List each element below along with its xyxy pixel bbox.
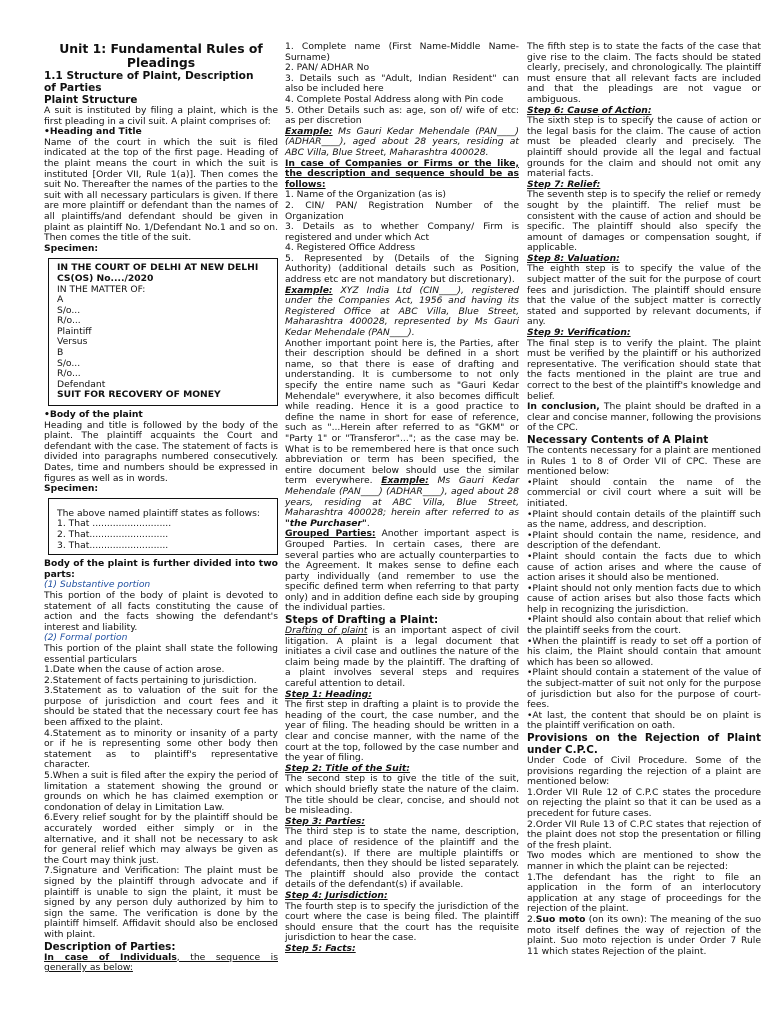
formal-text: This portion of the plaint shall state the following essential particulars <box>44 642 278 665</box>
example-2 <box>285 286 519 339</box>
specimen2-item-1: 1. That ........................... <box>57 518 172 530</box>
drafting-label: Drafting of plaint <box>285 625 368 637</box>
necessary-item: •When the plaintiff is ready to set off a portion of his claim, the Plaint should contain that amount which has been so allowed. <box>527 635 761 668</box>
individuals-label: In case of Individuals <box>44 951 177 963</box>
steps-heading: Steps of Drafting a Plaint: <box>285 614 439 627</box>
resident-of-b: R/o... <box>57 368 81 380</box>
unit-title: Unit 1: Fundamental Rules of Pleadings <box>59 41 263 70</box>
step-3-label: Step 3: Parties: <box>285 815 366 827</box>
company-item: 1. Name of the Organization (as is) <box>285 189 446 201</box>
step-7-label: Step 7: Relief: <box>527 178 601 190</box>
individual-item: 1. Complete name (First Name-Middle Name-Surname) <box>285 41 519 63</box>
plaintiff-label: Plaintiff <box>57 325 92 337</box>
rejection-intro: Under Code of Civil Procedure. Some of the provisions regarding the rejection of a plaint are mentioned below: <box>527 755 761 788</box>
grouped-label: Grouped Parties: <box>285 528 376 540</box>
body-label: •Body of the plaint <box>44 409 143 421</box>
conclusion-text: The plaint should be drafted in a clear and concise manner, following the provisions of the CPC. <box>527 401 761 434</box>
column-left <box>44 42 278 974</box>
conclusion <box>527 402 761 434</box>
formal-item: 1.Date when the cause of action arose. <box>44 664 225 676</box>
substantive-label: (1) Substantive portion <box>44 579 151 591</box>
example-3-end: . <box>366 517 370 529</box>
party-b: B <box>57 347 64 359</box>
formal-item: 4.Statement as to minority or insanity of a party or if he is representing some other body then statement as to plaintiff's representative character. <box>44 727 278 771</box>
column-right <box>527 42 761 957</box>
suit-title: SUIT FOR RECOVERY OF MONEY <box>57 389 221 401</box>
step-1-label: Step 1: Heading: <box>285 688 372 700</box>
rejection-item: 2.Order VII Rule 13 of C.P.C states that rejection of the plaint does not stop the presentation or filling of the fresh plaint. <box>527 818 761 851</box>
example-3-text: Ms Gauri Kedar Mehendale (PAN____) (ADHAR____), aged about 28 years, residing at ABC Villa, Blue Street, Maharashtra 400028; herein after referred to as <box>285 475 519 519</box>
rejection-item: 1.Order VII Rule 12 of C.P.C states the procedure on rejecting the plaint so that it can be used as a precedent for future cases. <box>527 786 761 819</box>
specimen-box <box>48 258 278 406</box>
companies-heading: In case of Companies or Firms or the like, the description and sequence should be as follows: <box>285 157 519 190</box>
another-point-text: Another important point here is, the Parties, after their description should be defined in a short name, so that there is ease of drafting and understanding. It is cumbersome to not only specify the entire name such as "Gauri Kedar Mehendale" everywhere, it also becomes difficult while reading. Hence it is a good practice to define the name in short for ease of reference, such as "...Herein after referred to as "GKM" or "Party 1" or "Transferor"..."; as the case may be. What is to be remembered here is that once such abbreviation or term has been specified, the entire document below should use the similar term everywhere. <box>285 337 519 487</box>
company-item: 3. Details as to whether Company/ Firm is registered and under which Act <box>285 221 519 243</box>
formal-item: 2.Statement of facts pertaining to jurisdiction. <box>44 674 257 686</box>
court-name: IN THE COURT OF DELHI AT NEW DELHI <box>57 262 259 274</box>
individual-item: 3. Details such as "Adult, Indian Resident" can also be included here <box>285 72 519 95</box>
drafting-text: is an important aspect of civil litigation. A plaint is a legal document that initiates a civil case and outlines the nature of the claim being made by the plaintiff. The drafting of a plaint involves several steps and requires careful attention to detail. <box>285 625 520 690</box>
individuals-rest: , the sequence is generally as below: <box>44 951 278 974</box>
specimen2-label: Specimen: <box>44 483 99 495</box>
step-9-label: Step 9: Verification: <box>527 327 631 339</box>
example-3-label: Example: <box>381 475 429 487</box>
example-3-bold: "the Purchaser" <box>285 517 367 529</box>
step-8-text: The eighth step is to specify the value of the subject matter of the suit for the purpose of court fees and jurisdiction. The plaintiff should ensure that the value of the subject matter is correctly stated and supported by relevant documents, if any. <box>527 263 761 328</box>
necessary-item: •Plaint should contain the name of the commercial or civil court where a suit will be initiated. <box>527 476 761 509</box>
defendant-label: Defendant <box>57 378 106 390</box>
plaint-structure-heading: Plaint Structure <box>44 94 138 106</box>
specimen2-box <box>48 498 278 555</box>
step-5-label: Step 5: Facts: <box>285 942 356 954</box>
case-number: CS(OS) No..../2020 <box>57 272 154 284</box>
necessary-item: •Plaint should not only mention facts due to which cause of action arises but also those facts which help in recognizing the jurisdiction. <box>527 582 761 615</box>
description-parties-heading: Description of Parties: <box>44 940 176 953</box>
step-6-text: The sixth step is to specify the cause of action or the legal basis for the claim. The cause of action must be pleaded clearly and precisely. The plaintiff should provide all the legal and factual grounds for the claim and should not omit any material facts. <box>527 115 761 180</box>
mode-2 <box>527 915 761 957</box>
formal-item: 3.Statement as to valuation of the suit for the purpose of jurisdiction and court fees and it should be stated that the necessary court fee has been affixed to the plaint. <box>44 685 278 729</box>
company-item: 4. Registered Office Address <box>285 242 416 254</box>
step-3-text: The third step is to state the name, description, and place of residence of the plaintiff and the defendant(s). If there are multiple plaintiffs or defendants, then they should be listed separately. The plaintiff should also provide the contact details of the defendant(s) if available. <box>285 826 519 891</box>
party-a: A <box>57 294 64 306</box>
step-2-text: The second step is to give the title of the suit, which should briefly state the nature of the claim. The title should be clear, concise, and should not be misleading. <box>285 773 519 817</box>
versus-label: Versus <box>57 336 88 348</box>
step-4-text: The fourth step is to specify the jurisdiction of the court where the case is being filed. The plaintiff should ensure that the court has the requisite jurisdiction to hear the case. <box>285 900 519 944</box>
facts-text: The fifth step is to state the facts of the case that give rise to the claim. The facts should be stated clearly, precisely, and chronologically. The plaintiff must ensure that all relevant facts are included and that the pleadings are not vague or ambiguous. <box>527 41 761 105</box>
column-middle <box>285 42 519 954</box>
specimen2-item-3: 3. That........................... <box>57 539 169 551</box>
drafting-paragraph <box>285 626 519 690</box>
plaint-structure-text: A suit is instituted by filing a plaint, which is the first pleading in a civil suit. A plaint comprises of: <box>44 105 278 127</box>
necessary-item: •Plaint should also contain about that relief which the plaintiff seeks from the court. <box>527 614 761 637</box>
company-item: 2. CIN/ PAN/ Registration Number of the Organization <box>285 199 519 222</box>
conclusion-label: In conclusion, <box>527 401 600 413</box>
body-text: Heading and title is followed by the body of the plaint. The plaintiff acquaints the Court and defendant with the case. The statement of facts is divided into paragraphs numbered consecutively. Dates, time and numbers should be expressed in figures as well as in words. <box>44 419 278 484</box>
son-of-b: S/o... <box>57 357 81 369</box>
formal-item: 6.Every relief sought for by the plaintiff should be accurately worded either simply or in the alternative, and it shall not be necessary to ask for general relief which may always be given as the Court may think just. <box>44 812 278 866</box>
divided-heading: Body of the plaint is further divided into two parts: <box>44 558 278 580</box>
specimen2-item-2: 2. That........................... <box>57 528 169 540</box>
example-1 <box>285 127 519 159</box>
step-9-text: The final step is to verify the plaint. The plaint must be verified by the plaintiff or his authorized representative. The verification should state that the facts mentioned in the plaint are true and correct to the best of the plaintiff's knowledge and belief. <box>527 337 761 402</box>
formal-item: 5.When a suit is filed after the expiry the period of limitation a statement showing the ground or grounds on which he has claimed exemption or condonation of delay in Limitation Law. <box>44 770 278 813</box>
section-heading-line1: 1.1 Structure of Plaint, Description <box>44 70 254 82</box>
rejection-heading: Provisions on the Rejection of Plaint under C.P.C. <box>527 732 761 756</box>
step-1-text: The first step in drafting a plaint is to provide the heading of the court, the case number, and the year of filing. The heading should be written in a clear and concise manner, with the name of the court at the top, followed by the case number and the year of filing. <box>285 699 519 764</box>
mode-2-label: 2. <box>527 913 536 925</box>
example-1-text: Ms Gauri Kedar Mehendale (PAN____) (ADHAR____), aged about 28 years, residing at ABC Villa, Blue Street, Maharashtra 400028. <box>285 125 519 158</box>
mode-1: 1.The defendant has the right to file an application in the form of an interlocutory application at any stage of proceedings for the rejection of the plaint. <box>527 871 761 915</box>
heading-title-text: Name of the court in which the suit is filed indicated at the top of the first page. Heading of the plaint means the court in which the suit is instituted [Order VII, Rule 1(a)]. Then comes the suit No. Thereafter the names of the parties to the suit with all necessary particulars is given. If there are more plaintiff or defendant than the names of all plaintiffs/and defendant should be given in plaint as plaintiff No. 1/Defendant No.1 and so on. Then comes the title of the suit. <box>44 136 278 244</box>
formal-label: (2) Formal portion <box>44 632 128 644</box>
step-6-label: Step 6: Cause of Action: <box>527 104 652 116</box>
section-heading-line2: of Parties <box>44 82 102 94</box>
specimen2-line: The above named plaintiff states as follows: <box>57 507 260 519</box>
necessary-item: •Plaint should contain a statement of the value of the subject-matter of suit not only for the purpose of jurisdiction but also for the purpose of court-fees. <box>527 667 761 711</box>
individual-item: 5. Other Details such as: age, son of/ wife of etc: as per discretion <box>285 104 519 127</box>
necessary-item: •Plaint should contain the facts due to which cause of action arises and where the cause of action arises it should also be mentioned. <box>527 550 761 584</box>
necessary-item: •Plaint should contain the name, residence, and description of the defendant. <box>527 529 761 552</box>
example-2-text: XYZ India Ltd (CIN____), registered under the Companies Act, 1956 and having its Registered Office at ABC Villa, Blue Street, Maharashtra 400028, represented by Ms Gauri Kedar Mehendale (PAN____). <box>285 284 519 339</box>
matter-line: IN THE MATTER OF: <box>57 283 146 295</box>
heading-title-label: •Heading and Title <box>44 126 142 138</box>
step-2-label: Step 2: Title of the Suit: <box>285 762 410 774</box>
step-7-text: The seventh step is to specify the relief or remedy sought by the plaintiff. The relief must be consistent with the cause of action and should be specific. The plaintiff should also specify the amount of damages or compensation sought, if applicable. <box>527 189 761 254</box>
individual-item: 2. PAN/ ADHAR No <box>285 62 370 74</box>
company-item: 5. Represented by (Details of the Signing Authority) (additional details such as Position, address etc are not mandatory but discretionary). <box>285 252 519 286</box>
substantive-text: This portion of the body of plaint is devoted to statement of all facts constituting the cause of action and the facts showing the defendant's interest and liability. <box>44 589 278 633</box>
necessary-contents-heading: Necessary Contents of A Plaint <box>527 433 709 446</box>
step-8-label: Step 8: Valuation: <box>527 252 620 264</box>
son-of-a: S/o... <box>57 304 81 316</box>
individual-item: 4. Complete Postal Address along with Pin code <box>285 93 504 105</box>
mode-2-bold: Suo moto <box>535 913 586 925</box>
specimen-label: Specimen: <box>44 242 99 254</box>
necessary-item: •At last, the content that should be on plaint is the plaintiff verification on oath. <box>527 709 761 732</box>
resident-of-a: R/o... <box>57 315 81 327</box>
formal-item: 7.Signature and Verification: The plaint must be signed by the plaintiff through advocate and if plaintiff is unable to sign the plaint, it must be signed by any person duly authorized by him to sign the same. The verification is done by the plaintiff himself. Affidavit should also be enclosed with plaint. <box>44 865 278 940</box>
mode-2-text: (on its own): The meaning of the suo moto itself defines the way of rejection of the plaint. Suo moto rejection is under Order 7 Rule 11 which states Rejection of the plaint. <box>527 913 761 957</box>
grouped-parties <box>285 529 519 614</box>
necessary-item: •Plaint should contain details of the plaintiff such as the name, address, and description. <box>527 508 761 531</box>
example-1-label: Example: <box>285 125 333 137</box>
another-point <box>285 339 519 530</box>
example-2-label: Example: <box>285 284 333 296</box>
individuals-line <box>44 953 278 974</box>
necessary-intro: The contents necessary for a plaint are mentioned in Rules 1 to 8 of Order VII of CPC. These are mentioned below: <box>527 444 761 478</box>
grouped-text: Another important aspect is Grouped Parties. In certain cases, there are several parties who are actually counterparties to the Agreement. It makes sense to define each party individually (and remember to use the specific defined term when referring to that party only) and in addition define each side by grouping the individual parties. <box>285 528 519 614</box>
modes-text: Two modes which are mentioned to show the manner in which the plaint can be rejected: <box>527 850 761 872</box>
step-4-label: Step 4: Jurisdiction: <box>285 889 388 901</box>
